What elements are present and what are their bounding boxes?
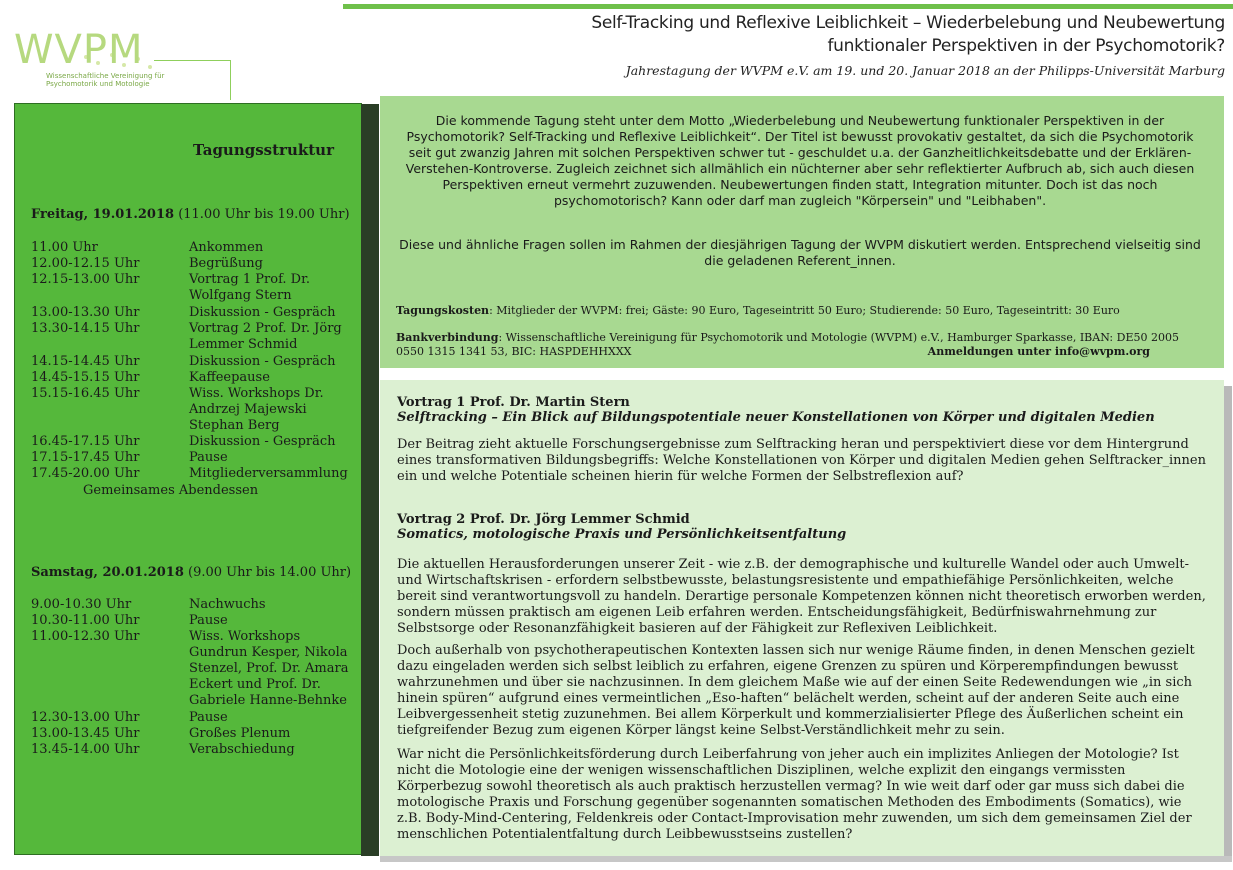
schedule-time: 10.30-11.00 Uhr — [31, 613, 140, 628]
schedule-panel-shadow — [361, 104, 379, 856]
day2-row — [31, 613, 354, 629]
day1-row — [31, 321, 354, 353]
day2-heading: Samstag, 20.01.2018 (9.00 Uhr bis 14.00 Uhr) — [31, 565, 352, 580]
day1-row — [31, 256, 354, 272]
title-line-1: Self-Tracking und Reflexive Leiblichkeit – Wiederbelebung und Neubewertung — [591, 13, 1225, 33]
schedule-time: 17.15-17.45 Uhr — [31, 450, 140, 465]
schedule-time: 14.45-15.15 Uhr — [31, 370, 140, 385]
talk2-paragraph-3: War nicht die Persönlichkeitsförderung durch Leiberfahrung von jeher auch ein implizites Anliegen der Motologie? Ist nicht die Motologie eine der wenigen wissenschaftlichen Disziplinen, welche explizit den eingangs vermissten Körperbezug sowohl theoretisch als auch praktisch herzustellen vermag? In wie weit darf oder gar muss sich dabei die motologische Praxis und Forschung gegenüber sogenannten somatischen Methoden des Embodiments (Somatics), wie z.B. Body-Mind-Centering, Feldenkreis oder Contact-Improvisation mehr zuwenden, um sich dem gemeinsamen Ziel der menschlichen Potentialentfaltung durch Leibbewusstseins zustellen? — [397, 747, 1192, 842]
wvpm-logo — [14, 27, 165, 90]
header — [591, 12, 1225, 80]
day2-row — [31, 710, 354, 726]
talk1-subtitle: Selftracking – Ein Blick auf Bildungspotentiale neuer Konstellationen von Körper und digitalen Medien — [397, 410, 1155, 425]
schedule-activity: Verabschiedung — [189, 742, 295, 757]
day1-row — [31, 450, 354, 466]
talk2-subtitle: Somatics, motologische Praxis und Persönlichkeitsentfaltung — [397, 527, 847, 542]
schedule-activity: Diskussion - Gespräch — [189, 305, 336, 320]
conference-costs: Tagungskosten: Mitglieder der WVPM: frei; Gäste: 90 Euro, Tageseintritt 50 Euro; Studierende: 50 Euro, Tageseintritt: 30 Euro — [396, 304, 1120, 317]
day1-row — [31, 240, 354, 256]
talk2-heading: Vortrag 2 Prof. Dr. Jörg Lemmer Schmid — [397, 512, 690, 527]
event-subtitle: Jahrestagung der WVPM e.V. am 19. und 20. Januar 2018 an der Philipps-Universität Marburg — [625, 63, 1225, 78]
schedule-activity: Nachwuchs — [189, 597, 266, 612]
schedule-activity: Begrüßung — [189, 256, 263, 271]
schedule-activity: Vortrag 1 Prof. Dr. Wolfgang Stern — [189, 272, 311, 303]
schedule-time: 12.30-13.00 Uhr — [31, 710, 140, 725]
schedule-activity: Ankommen — [189, 240, 264, 255]
registration-email: Anmeldungen unter info@wvpm.org — [927, 345, 1150, 358]
day1-row — [31, 434, 354, 450]
schedule-time: 16.45-17.15 Uhr — [31, 434, 140, 449]
intro-paragraph-1: Die kommende Tagung steht unter dem Motto „Wiederbelebung und Neubewertung funktionaler Perspektiven in der Psychomotorik? Self-Tracking und Reflexive Leiblichkeit“. Der Titel ist bewusst provokativ gestaltet, da sich die Psychomotorik seit gut zwanzig Jahren mit solchen Perspektiven schwer tut - geschuldet u.a. der Ganzheitlichkeitsdebatte und der Erklären-Verstehen-Kontroverse. Zugleich zeichnet sich allmählich ein nüchterner aber sehr reflektierter Aufbruch ab, sich auch diesen Perspektiven erneut vermehrt zuzuwenden. Neubewertungen finden statt, Integration mitunter. Doch ist das noch psychomotorisch? Kann oder darf man zugleich "Körpersein" und "Leibhaben". — [405, 113, 1195, 208]
talk1-heading: Vortrag 1 Prof. Dr. Martin Stern — [397, 395, 630, 410]
schedule-activity: Mitgliederversammlung — [189, 466, 348, 481]
schedule-activity: Wiss. Workshops Dr. Andrzej Majewski Stephan Berg — [189, 386, 324, 433]
talks-panel-shadow — [1224, 386, 1232, 856]
day2-row — [31, 597, 354, 613]
logo-divider-vertical — [230, 60, 231, 100]
day1-row — [31, 370, 354, 386]
schedule-activity: Vortrag 2 Prof. Dr. Jörg Lemmer Schmid — [189, 321, 342, 352]
schedule-time: 12.15-13.00 Uhr — [31, 272, 140, 287]
schedule-time: 13.00-13.45 Uhr — [31, 726, 140, 741]
schedule-time: 15.15-16.45 Uhr — [31, 386, 140, 401]
schedule-activity: Großes Plenum — [189, 726, 291, 741]
logo-divider — [154, 60, 231, 61]
schedule-activity: Kaffeepause — [189, 370, 270, 385]
schedule-title: Tagungsstruktur — [193, 141, 334, 159]
bank-details: Bankverbindung: Wissenschaftliche Vereinigung für Psychomotorik und Motologie (WVPM) e.V., Hamburger Sparkasse, IBAN: DE50 2005 0550 1315 1341 53, BIC: HASPDEHHXXX Anmeldungen unter info@wvpm.org — [396, 331, 1179, 358]
day2-row — [31, 742, 354, 758]
day1-row — [31, 272, 354, 304]
logo-subtitle: Wissenschaftliche Vereinigung für Psychomotorik und Motologie — [46, 72, 165, 88]
talk2-paragraph-1: Die aktuellen Herausforderungen unserer Zeit - wie z.B. der demographische und kulturelle Wandel oder auch Umwelt- und Wirtschaftskrisen - erfordern selbstbewusste, belastungsresistente und empathiefähige Persönlichkeiten, welche bereit sind verantwortungsvoll zu handeln. Derartige personale Kompetenzen können nicht theoretisch erworben werden, sondern müssen praktisch am eigenen Leib erfahren werden. Entscheidungsfähigkeit, Bedürfniswahrnehmung zur Selbstsorge oder Resonanzfähigkeit basieren auf der Fähigkeit zur Reflexiven Leiblichkeit. — [397, 557, 1206, 636]
title-line-2: funktionaler Perspektiven in der Psychomotorik? — [827, 36, 1225, 56]
day1-row — [31, 466, 354, 482]
day1-row — [31, 354, 354, 370]
schedule-activity: Wiss. Workshops Gundrun Kesper, Nikola Stenzel, Prof. Dr. Amara Eckert und Prof. Dr. Gabriele Hanne-Behnke — [189, 629, 349, 708]
schedule-activity: Diskussion - Gespräch — [189, 434, 336, 449]
schedule-time: 12.00-12.15 Uhr — [31, 256, 140, 271]
intro-paragraph-2: Diese und ähnliche Fragen sollen im Rahmen der diesjährigen Tagung der WVPM diskutiert werden. Entsprechend vielseitig sind die geladenen Referent_innen. — [399, 237, 1201, 268]
day1-heading: Freitag, 19.01.2018 (11.00 Uhr bis 19.00 Uhr) — [31, 207, 350, 222]
schedule-activity: Diskussion - Gespräch — [189, 354, 336, 369]
schedule-time: 14.15-14.45 Uhr — [31, 354, 140, 369]
schedule-activity: Pause — [189, 710, 228, 725]
schedule-time: 17.45-20.00 Uhr — [31, 466, 140, 481]
day1-row — [31, 305, 354, 321]
top-accent-line — [343, 4, 1233, 9]
schedule-time: 11.00 Uhr — [31, 240, 98, 255]
talk2-paragraph-2: Doch außerhalb von psychotherapeutischen Kontexten lassen sich nur wenige Räume finden, in denen Menschen gezielt dazu eingeladen werden sich selbst leiblich zu erfahren, eigene Grenzen zu spüren und Körperempfindungen bewusst wahrzunehmen und über sie nachzusinnen. In dem gleichem Maße wie auf der einen Seite Redewendungen wie „in sich hinein spüren“ aufgrund eines vermeintlichen „Eso-haften“ belächelt werden, scheint auf der anderen Seite auch eine Leibvergessenheit stetig zuzunehmen. Bei allem Körperkult und kommerzialisierter Pflege des Äußerlichen scheint ein tiefgreifender Bezug zum eigenen Körper längst keine Selbst-Verständlichkeit mehr zu sein. — [397, 643, 1195, 738]
page-bottom-shadow — [380, 856, 1232, 862]
day2-row — [31, 726, 354, 742]
day2-row — [31, 629, 354, 709]
schedule-activity: Pause — [189, 450, 228, 465]
schedule-activity: Pause — [189, 613, 228, 628]
logo-text: WVPM — [14, 27, 144, 73]
schedule-time: 13.45-14.00 Uhr — [31, 742, 140, 757]
schedule-time: 9.00-10.30 Uhr — [31, 597, 132, 612]
schedule-time: 13.00-13.30 Uhr — [31, 305, 140, 320]
day1-dinner: Gemeinsames Abendessen — [83, 483, 259, 498]
talk1-paragraph: Der Beitrag zieht aktuelle Forschungsergebnisse zum Selftracking heran und perspektiviert diese vor dem Hintergrund eines transformativen Bildungsbegriffs: Welche Konstellationen von Körper und digitalen Medien gehen Selftracker_innen ein und welche Potentiale scheinen hierin für welche Formen der Selbstreflexion auf? — [397, 437, 1206, 484]
day1-row — [31, 386, 354, 434]
schedule-time: 13.30-14.15 Uhr — [31, 321, 140, 336]
schedule-time: 11.00-12.30 Uhr — [31, 629, 140, 644]
